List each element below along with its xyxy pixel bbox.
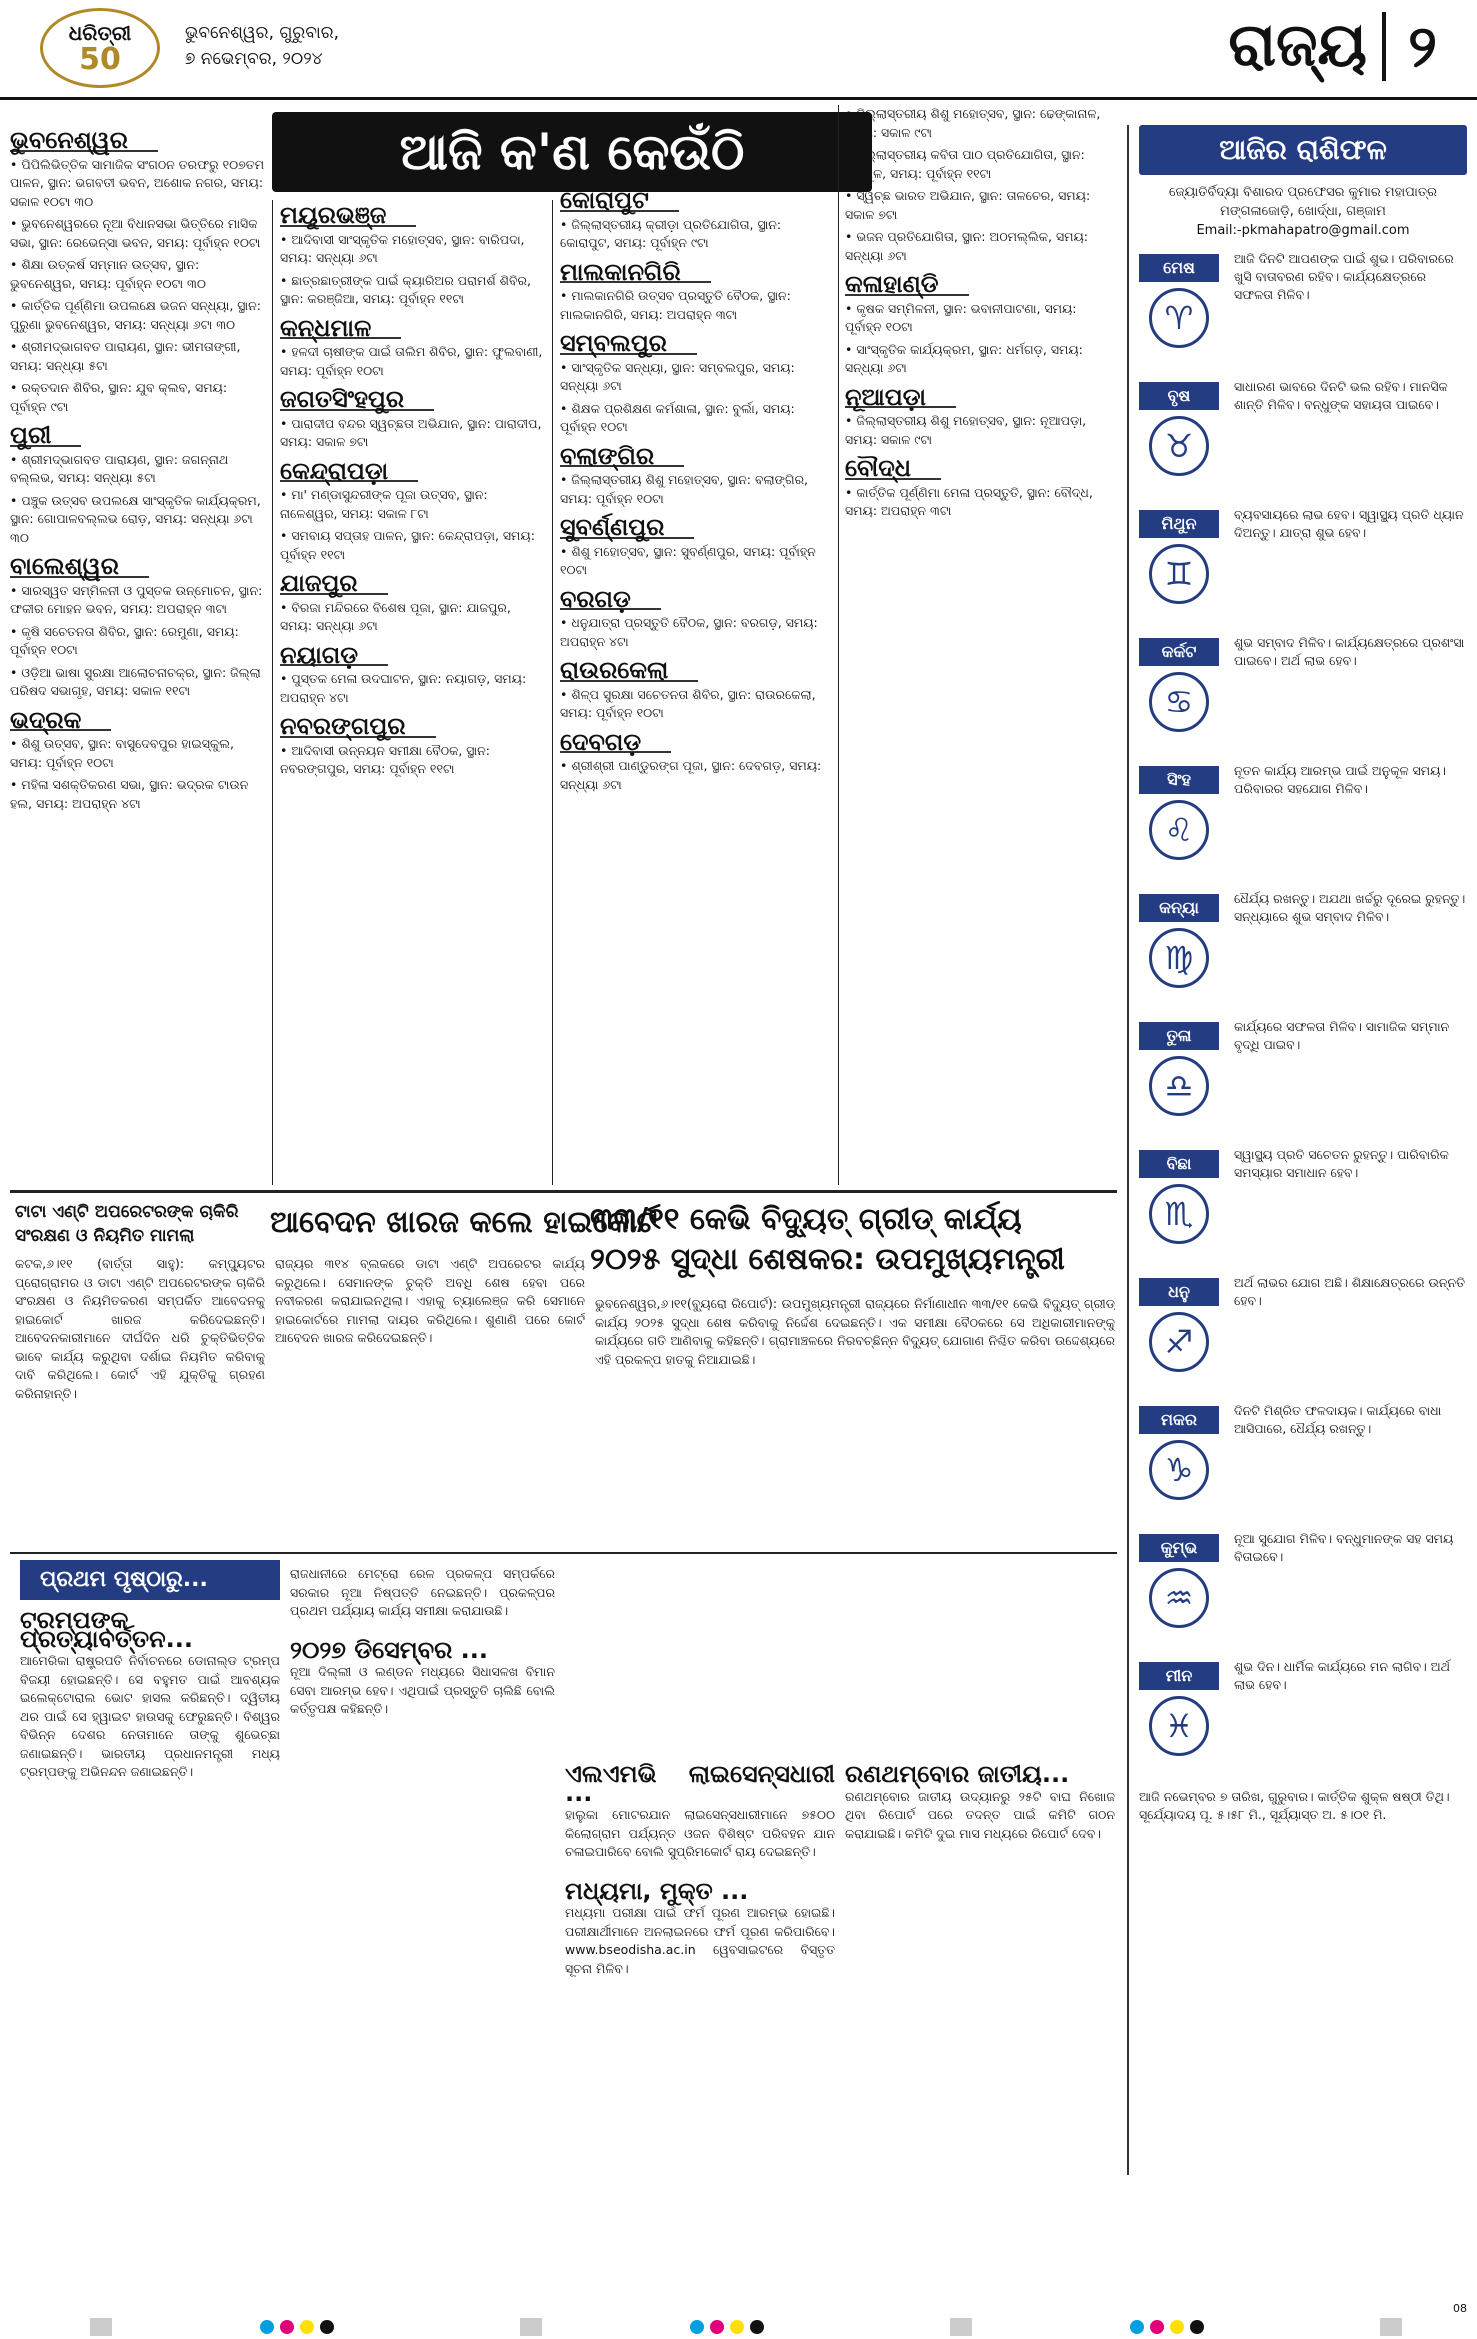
city-heading: ରାଉରକେଲା	[560, 661, 698, 682]
event-item: • ପାରାଦୀପ ବନ୍ଦର ସ୍ୱଚ୍ଛତା ଅଭିଯାନ, ସ୍ଥାନ: ପାରାଦୀପ, ସମୟ: ସକାଳ ୭ଟା	[280, 415, 545, 452]
rashi-name: ତୁଳା	[1139, 1022, 1219, 1050]
rashi-item	[1139, 762, 1467, 880]
event-item: • ଜିଲ୍ଲାସ୍ତରୀୟ କ୍ରୀଡ଼ା ପ୍ରତିଯୋଗିତା, ସ୍ଥାନ: କୋରାପୁଟ, ସମୟ: ପୂର୍ବାହ୍ନ ୯ଟା	[560, 216, 830, 253]
rashi-name: ବିଛା	[1139, 1150, 1219, 1178]
scorpio-icon: ♏	[1149, 1184, 1209, 1244]
tata-story-body: କଟକ,୬।୧୧ (ବାର୍ତ୍ତା ସାହୁ): କମ୍ପ୍ୟୁଟର ପ୍ରୋଗ୍ରାମର ଓ ଡାଟା ଏଣ୍ଟି ଅପରେଟରଙ୍କ ଚାକିରି ସଂରକ୍ଷଣ ଓ ନିୟମିତକରଣ ସମ୍ପର୍କିତ ଆବେଦନକୁ ହାଇକୋର୍ଟ ଖାରଜ କରିଦେଇଛନ୍ତି। ଆବେଦନକାରୀମାନେ ଦୀର୍ଘଦିନ ଧରି ଚୁକ୍ତିଭିତ୍ତିକ ଭାବେ କାର୍ଯ୍ୟ କରୁଥିବା ଦର୍ଶାଇ ନିୟମିତ କରିବାକୁ ଦାବି କରିଥିଲେ। କୋର୍ଟ ଏହି ଯୁକ୍ତିକୁ ଗ୍ରହଣ କରିନାହାନ୍ତି।	[15, 1256, 265, 1401]
pisces-icon: ♓	[1149, 1696, 1209, 1756]
rashi-text: ଅର୍ଥ ଲାଭର ଯୋଗ ଅଛି। ଶିକ୍ଷାକ୍ଷେତ୍ରରେ ଉନ୍ନତି ହେବ।	[1234, 1275, 1466, 1308]
gemini-icon: ♊	[1149, 544, 1209, 604]
rashi-text: ବ୍ୟବସାୟରେ ଲାଭ ହେବ। ସ୍ୱାସ୍ଥ୍ୟ ପ୍ରତି ଧ୍ୟାନ ଦିଅନ୍ତୁ। ଯାତ୍ରା ଶୁଭ ହେବ।	[1234, 507, 1464, 540]
section-divider	[10, 1552, 1117, 1554]
section-title: ରାଜ୍ୟ	[1228, 10, 1367, 80]
city-heading: ଦେବଗଡ଼	[560, 733, 671, 754]
registration-mark	[950, 2318, 972, 2336]
event-item: • ଶ୍ରୀଶ୍ରୀ ପାଣ୍ଡୁରଙ୍ଗ ପୂଜା, ସ୍ଥାନ: ଦେବଗଡ଼, ସମୟ: ସନ୍ଧ୍ୟା ୬ଟା	[560, 757, 830, 794]
event-item: • ସାରସ୍ୱତ ସମ୍ମିଳନୀ ଓ ପୁସ୍ତକ ଉନ୍ମୋଚନ, ସ୍ଥାନ: ଫକୀର ମୋହନ ଭବନ, ସମୟ: ଅପରାହ୍ନ ୩ଟା	[10, 582, 265, 619]
sagittarius-icon: ♐	[1149, 1312, 1209, 1372]
registration-mark	[1380, 2318, 1402, 2336]
events-column-3	[560, 185, 830, 1185]
event-item: • ବିରଜା ମନ୍ଦିରରେ ବିଶେଷ ପୂଜା, ସ୍ଥାନ: ଯାଜପୁର, ସମୟ: ସନ୍ଧ୍ୟା ୬ଟା	[280, 599, 545, 636]
trump-continuation: ରାଜଧାନୀରେ ମେଟ୍ରୋ ରେଳ ପ୍ରକଳ୍ପ ସମ୍ପର୍କରେ ସରକାର ନୂଆ ନିଷ୍ପତ୍ତି ନେଇଛନ୍ତି। ପ୍ରକଳ୍ପର ପ୍ରଥମ ପର୍ଯ୍ୟାୟ କାର୍ଯ୍ୟ ସମୀକ୍ଷା କରାଯାଉଛି। ୨୦୨୭ ଡିସେମ୍ବର ... ନୂଆ ଦିଲ୍ଲୀ ଓ ଲଣ୍ଡନ ମଧ୍ୟରେ ସିଧାସଳଖ ବିମାନ ସେବା ଆରମ୍ଭ ହେବ। ଏଥିପାଇଁ ପ୍ରସ୍ତୁତି ଚାଲିଛି ବୋଲି କର୍ତ୍ତୃପକ୍ଷ କହିଛନ୍ତି।	[290, 1566, 555, 1716]
rashi-name: ବୃଷ	[1139, 382, 1219, 410]
grid-story-body: ଭୁବନେଶ୍ୱର,୬।୧୧(ବ୍ୟୁରୋ ରିପୋର୍ଟ): ଉପମୁଖ୍ୟମନ୍ତ୍ରୀ ରାଜ୍ୟରେ ନିର୍ମାଣାଧୀନ ୩୩/୧୧ କେଭି ବିଦ୍ୟୁତ୍ ଗ୍ରୀଡ୍ କାର୍ଯ୍ୟ ୨୦୨୫ ସୁଦ୍ଧା ଶେଷ କରିବାକୁ ନିର୍ଦ୍ଦେଶ ଦେଇଛନ୍ତି। ଏକ ସମୀକ୍ଷା ବୈଠକରେ ସେ ଅଧିକାରୀମାନଙ୍କୁ କାର୍ଯ୍ୟରେ ଗତି ଆଣିବାକୁ କହିଛନ୍ତି। ଗ୍ରାମାଞ୍ଚଳରେ ନିରବଚ୍ଛିନ୍ନ ବିଦ୍ୟୁତ୍ ଯୋଗାଣ ନିଶ୍ଚିତ କରିବା ଉଦ୍ଦେଶ୍ୟରେ ଏହି ପ୍ରକଳ୍ପ ହାତକୁ ନିଆଯାଇଛି।	[595, 1296, 1115, 1367]
rashi-text: ସ୍ୱାସ୍ଥ୍ୟ ପ୍ରତି ସଚେତନ ରୁହନ୍ତୁ। ପାରିବାରିକ ସମସ୍ୟାର ସମାଧାନ ହେବ।	[1234, 1147, 1449, 1180]
event-item: • ଧନୁଯାତ୍ରା ପ୍ରସ୍ତୁତି ବୈଠକ, ସ୍ଥାନ: ବରଗଡ଼, ସମୟ: ଅପରାହ୍ନ ୪ଟା	[560, 614, 830, 651]
dateline: ଭୁବନେଶ୍ୱର, ଗୁରୁବାର, ୭ ନଭେମ୍ବର, ୨୦୨୪	[185, 23, 340, 69]
event-item: • ଶିଶୁ ମହୋତ୍ସବ, ସ୍ଥାନ: ସୁବର୍ଣ୍ଣପୁର, ସମୟ: ପୂର୍ବାହ୍ନ ୧୦ଟା	[560, 543, 830, 580]
event-item: • ପୁସ୍ତକ ମେଳା ଉଦଘାଟନ, ସ୍ଥାନ: ନୟାଗଡ଼, ସମୟ: ଅପରାହ୍ନ ୪ଟା	[280, 670, 545, 707]
city-heading: ଜଗତସିଂହପୁର	[280, 390, 434, 411]
rashi-name: କନ୍ୟା	[1139, 894, 1219, 922]
event-item: • ଶ୍ରୀମଦ୍ଭାଗବତ ପାରାୟଣ, ସ୍ଥାନ: ଭୀମତାଙ୍ଗୀ, ସମୟ: ସନ୍ଧ୍ୟା ୫ଟା	[10, 338, 265, 375]
city-heading: ବୌଦ୍ଧ	[845, 459, 941, 480]
ranathambore-story: ରଣଥମ୍ବୋର ଜାତୀୟ... ରଣଥମ୍ବୋର ଜାତୀୟ ଉଦ୍ୟାନରୁ ୨୫ଟି ବାଘ ନିଖୋଜ ଥିବା ରିପୋର୍ଟ ପରେ ତଦନ୍ତ ପାଇଁ କମିଟି ଗଠନ କରାଯାଇଛି। କମିଟି ଦୁଇ ମାସ ମଧ୍ୟରେ ରିପୋର୍ଟ ଦେବ।	[845, 1760, 1115, 1841]
rashi-item	[1139, 1018, 1467, 1136]
rashifal-title: ଆଜିର ରାଶିଫଳ	[1139, 125, 1467, 175]
rashi-name: ସିଂହ	[1139, 766, 1219, 794]
lmv-story: ଏଲଏମଭି ଲାଇସେନ୍ସଧାରୀ ... ହାଲୁକା ମୋଟରଯାନ ଲାଇସେନ୍ସଧାରୀମାନେ ୭୫୦୦ କିଲୋଗ୍ରାମ ପର୍ଯ୍ୟନ୍ତ ଓଜନ ବିଶିଷ୍ଟ ପରିବହନ ଯାନ ଚଳାଇପାରିବେ ବୋଲି ସୁପ୍ରିମକୋର୍ଟ ରାୟ ଦେଇଛନ୍ତି। ମଧ୍ୟମା, ମୁକ୍ତ ... ମଧ୍ୟମା ପରୀକ୍ଷା ପାଇଁ ଫର୍ମ ପୂରଣ ଆରମ୍ଭ ହୋଇଛି। ପରୀକ୍ଷାର୍ଥୀମାନେ ଅନଲାଇନରେ ଫର୍ମ ପୂରଣ କରିପାରିବେ। www.bseodisha.ac.in ୱେବସାଇଟରେ ବିସ୍ତୃତ ସୂଚନା ମିଳିବ।	[565, 1760, 835, 1976]
rashi-text: ଧୈର୍ଯ୍ୟ ରଖନ୍ତୁ। ଅଯଥା ଖର୍ଚ୍ଚରୁ ଦୂରେଇ ରୁହନ୍ତୁ। ସନ୍ଧ୍ୟାରେ ଶୁଭ ସମ୍ବାଦ ମିଳିବ।	[1234, 891, 1466, 924]
rashifal-column	[1127, 125, 1467, 2175]
rashi-item	[1139, 1274, 1467, 1392]
event-item: • ଓଡ଼ିଆ ଭାଷା ସୁରକ୍ଷା ଆଲୋଚନାଚକ୍ର, ସ୍ଥାନ: ଜିଲ୍ଲା ପରିଷଦ ସଭାଗୃହ, ସମୟ: ସକାଳ ୧୧ଟା	[10, 664, 265, 701]
city-heading: ନବରଙ୍ଗପୁର	[280, 717, 436, 738]
event-item: • କୃଷି ସଚେତନତା ଶିବିର, ସ୍ଥାନ: ରେମୁଣା, ସମୟ: ପୂର୍ବାହ୍ନ ୧୦ଟା	[10, 623, 265, 660]
rashi-item	[1139, 1146, 1467, 1264]
city-heading: କୋରାପୁଟ	[560, 191, 679, 212]
rashi-text: କାର୍ଯ୍ୟରେ ସଫଳତା ମିଳିବ। ସାମାଜିକ ସମ୍ମାନ ବୃଦ୍ଧି ପାଇବ।	[1234, 1019, 1450, 1052]
event-item: • ସାଂସ୍କୃତିକ କାର୍ଯ୍ୟକ୍ରମ, ସ୍ଥାନ: ଧର୍ମଗଡ଼, ସମୟ: ସନ୍ଧ୍ୟା ୬ଟା	[845, 341, 1115, 378]
rashi-text: ସାଧାରଣ ଭାବରେ ଦିନଟି ଭଲ ରହିବ। ମାନସିକ ଶାନ୍ତି ମିଳିବ। ବନ୍ଧୁଙ୍କ ସହାୟତା ପାଇବେ।	[1234, 379, 1448, 412]
capricorn-icon: ♑	[1149, 1440, 1209, 1500]
hc-headline: ଆବେଦନ ଖାରଜ କଲେ ହାଇକୋର୍ଟ	[270, 1205, 658, 1240]
event-item: • ଶିଳ୍ପ ସୁରକ୍ଷା ସଚେତନତା ଶିବିର, ସ୍ଥାନ: ରାଉରକେଲା, ସମୟ: ପୂର୍ବାହ୍ନ ୧୦ଟା	[560, 686, 830, 723]
event-item: • ଶିକ୍ଷା ଉତ୍କର୍ଷ ସମ୍ମାନ ଉତ୍ସବ, ସ୍ଥାନ: ଭୁବନେଶ୍ୱର, ସମୟ: ପୂର୍ବାହ୍ନ ୧୦ଟା ୩୦	[10, 256, 265, 293]
city-heading: ଭଦ୍ରକ	[10, 711, 111, 732]
event-item: • ସ୍ୱଚ୍ଛ ଭାରତ ଅଭିଯାନ, ସ୍ଥାନ: ତାଳଚେର, ସମୟ: ସକାଳ ୭ଟା	[845, 187, 1115, 224]
yellow-swatch	[300, 2320, 314, 2334]
newspaper-logo: ଧରିତ୍ରୀ 50	[40, 8, 160, 88]
aries-icon: ♈	[1149, 288, 1209, 348]
city-heading: ବାଲେଶ୍ୱର	[10, 557, 149, 578]
pratham-prushtharu-label: ପ୍ରଥମ ପୃଷ୍ଠାରୁ...	[20, 1560, 280, 1600]
event-item: • କାର୍ତ୍ତିକ ପୂର୍ଣ୍ଣିମା ମେଳା ପ୍ରସ୍ତୁତି, ସ୍ଥାନ: ବୌଦ୍ଧ, ସମୟ: ଅପରାହ୍ନ ୩ଟା	[845, 484, 1115, 521]
leo-icon: ♌	[1149, 800, 1209, 860]
city-heading: ନୟାଗଡ଼	[280, 646, 388, 667]
rashi-name: ମକର	[1139, 1406, 1219, 1434]
astrologer-credit: ଜ୍ୟୋତିର୍ବିଦ୍ୟା ବିଶାରଦ ପ୍ରଫେସର କୁମାର ମହାପାତ୍ର ମଙ୍ଗଳାଜୋଡ଼ି, ଖୋର୍ଦ୍ଧା, ଗଞ୍ଜାମ Email:-pkmahapatro@gmail.com	[1169, 185, 1437, 238]
panjika-footer: ଆଜି ନଭେମ୍ବର ୭ ତାରିଖ, ଗୁରୁବାର। କାର୍ତ୍ତିକ ଶୁକ୍ଳ ଷଷ୍ଠୀ ତିଥି। ସୂର୍ଯ୍ୟୋଦୟ ପୂ. ୫।୫୮ ମି., ସୂର୍ଯ୍ୟାସ୍ତ ଅ. ୫।୦୧ ମି.	[1139, 1789, 1450, 1822]
events-column-2	[280, 200, 545, 1185]
rashi-text: ନୂଆ ସୁଯୋଗ ମିଳିବ। ବନ୍ଧୁମାନଙ୍କ ସହ ସମୟ ବିତାଇବେ।	[1234, 1531, 1454, 1564]
magenta-swatch	[1150, 2320, 1164, 2334]
event-item: • ଶ୍ରୀମଦ୍ଭାଗବତ ପାରାୟଣ, ସ୍ଥାନ: ଜଗନ୍ନାଥ ବଲ୍ଲଭ, ସମୟ: ସନ୍ଧ୍ୟା ୫ଟା	[10, 451, 265, 488]
aquarius-icon: ♒	[1149, 1568, 1209, 1628]
black-swatch	[320, 2320, 334, 2334]
event-item: • ଜିଲ୍ଲାସ୍ତରୀୟ କବିତା ପାଠ ପ୍ରତିଯୋଗିତା, ସ୍ଥାନ: ଅନୁଗୁଳ, ସମୟ: ପୂର୍ବାହ୍ନ ୧୧ଟା	[845, 146, 1115, 183]
event-item: • କାର୍ତ୍ତିକ ପୂର୍ଣ୍ଣିମା ଉପଲକ୍ଷେ ଭଜନ ସନ୍ଧ୍ୟା, ସ୍ଥାନ: ପୁରୁଣା ଭୁବନେଶ୍ୱର, ସମୟ: ସନ୍ଧ୍ୟା ୬ଟା ୩୦	[10, 297, 265, 334]
rashi-item	[1139, 1402, 1467, 1520]
print-registration-bar	[0, 2302, 1477, 2339]
city-heading: ଯାଜପୁର	[280, 574, 388, 595]
city-heading: ମାଲକାନଗିରି	[560, 263, 711, 284]
masthead	[0, 0, 1477, 100]
rashi-name: ଧନୁ	[1139, 1278, 1219, 1306]
city-heading: ନୂଆପଡ଼ା	[845, 388, 956, 409]
event-item: • ଜିଲ୍ଲାସ୍ତରୀୟ ଶିଶୁ ମହୋତ୍ସବ, ସ୍ଥାନ: ବଲାଙ୍ଗିର, ସମୟ: ପୂର୍ବାହ୍ନ ୧୦ଟା	[560, 471, 830, 508]
event-item: • ମହିଳା ସଶକ୍ତିକରଣ ସଭା, ସ୍ଥାନ: ଭଦ୍ରକ ଟାଉନ ହଲ, ସମୟ: ଅପରାହ୍ନ ୪ଟା	[10, 776, 265, 813]
magenta-swatch	[710, 2320, 724, 2334]
rashi-list	[1139, 250, 1467, 1776]
rashi-name: କୁମ୍ଭ	[1139, 1534, 1219, 1562]
rashi-item	[1139, 506, 1467, 624]
rashi-name: ମିଥୁନ	[1139, 510, 1219, 538]
event-item: • ଭଜନ ପ୍ରତିଯୋଗିତା, ସ୍ଥାନ: ଅଠମଲ୍ଲିକ, ସମୟ: ସନ୍ଧ୍ୟା ୬ଟା	[845, 228, 1115, 265]
event-item: • ଜିଲ୍ଲାସ୍ତରୀୟ ଶିଶୁ ମହୋତ୍ସବ, ସ୍ଥାନ: ନୂଆପଡ଼ା, ସମୟ: ସକାଳ ୯ଟା	[845, 412, 1115, 449]
grid-headline: ୩୩/୧୧ କେଭି ବିଦ୍ୟୁତ୍ ଗ୍ରୀଡ୍ କାର୍ଯ୍ୟ ୨୦୨୫ ସୁଦ୍ଧା ଶେଷକର: ଉପମୁଖ୍ୟମନ୍ତ୍ରୀ	[590, 1202, 1065, 1277]
event-item: • ଭୁବନେଶ୍ୱରରେ ନୂଆ ବିଧାନସଭା ଭିତ୍ତିରେ ମାସିକ ସଭା, ସ୍ଥାନ: ରେଭେନ୍ସା ଭବନ, ସମୟ: ପୂର୍ବାହ୍ନ ୧୦ଟା	[10, 215, 265, 252]
magenta-swatch	[280, 2320, 294, 2334]
city-heading: ଭୁବନେଶ୍ୱର	[10, 131, 158, 152]
tata-headline: ଟାଟା ଏଣ୍ଟି ଅପରେଟରଙ୍କ ଚାକିରି ସଂରକ୍ଷଣ ଓ ନିୟମିତ ମାମଲା	[15, 1202, 239, 1246]
city-heading: କଳାହାଣ୍ଡି	[845, 275, 969, 296]
virgo-icon: ♍	[1149, 928, 1209, 988]
events-banner: ଆଜି କ'ଣ କେଉଁଠି	[272, 112, 872, 192]
section-divider	[10, 1190, 1117, 1193]
taurus-icon: ♉	[1149, 416, 1209, 476]
rashi-item	[1139, 1530, 1467, 1648]
rashi-name: କର୍କଟ	[1139, 638, 1219, 666]
rashi-item	[1139, 1658, 1467, 1776]
city-heading: କେନ୍ଦ୍ରାପଡ଼ା	[280, 462, 418, 483]
registration-mark	[520, 2318, 542, 2336]
hc-story-body: ରାଜ୍ୟର ୩୧୪ ବ୍ଲକରେ ଡାଟା ଏଣ୍ଟି ଅପରେଟର କାର୍ଯ୍ୟ କରୁଥିଲେ। ସେମାନଙ୍କ ଚୁକ୍ତି ଅବଧି ଶେଷ ହେବା ପରେ ନବୀକରଣ କରାଯାଇନଥିଲା। ଏହାକୁ ଚ୍ୟାଲେଞ୍ଜ କରି ସେମାନେ ହାଇକୋର୍ଟରେ ମାମଲା ଦାୟର କରିଥିଲେ। ଶୁଣାଣି ପରେ କୋର୍ଟ ଆବେଦନ ଖାରଜ କରିଦେଇଛନ୍ତି।	[275, 1256, 585, 1345]
rashi-text: ଦିନଟି ମିଶ୍ରିତ ଫଳଦାୟକ। କାର୍ଯ୍ୟରେ ବାଧା ଆସିପାରେ, ଧୈର୍ଯ୍ୟ ରଖନ୍ତୁ।	[1234, 1403, 1442, 1436]
column-divider	[552, 200, 553, 1185]
cyan-swatch	[690, 2320, 704, 2334]
events-column-4	[845, 105, 1115, 1185]
events-column-1	[10, 125, 265, 1185]
yellow-swatch	[1170, 2320, 1184, 2334]
rashi-item	[1139, 634, 1467, 752]
rashi-item	[1139, 890, 1467, 1008]
event-item: • ସମବାୟ ସପ୍ତାହ ପାଳନ, ସ୍ଥାନ: କେନ୍ଦ୍ରାପଡ଼ା, ସମୟ: ପୂର୍ବାହ୍ନ ୧୧ଟା	[280, 527, 545, 564]
city-heading: ସୁବର୍ଣ୍ଣପୁର	[560, 518, 694, 539]
rashi-name: ମେଷ	[1139, 254, 1219, 282]
event-item: • ଶିଶୁ ଉତ୍ସବ, ସ୍ଥାନ: ବାସୁଦେବପୁର ହାଇସ୍କୁଲ, ସମୟ: ପୂର୍ବାହ୍ନ ୧୦ଟା	[10, 735, 265, 772]
city-heading: କନ୍ଧମାଳ	[280, 319, 401, 340]
cancer-icon: ♋	[1149, 672, 1209, 732]
rashi-name: ମୀନ	[1139, 1662, 1219, 1690]
event-item: • ହଳଦୀ ଚାଷୀଙ୍କ ପାଇଁ ତାଲିମ ଶିବିର, ସ୍ଥାନ: ଫୁଲବାଣୀ, ସମୟ: ପୂର୍ବାହ୍ନ ୧୦ଟା	[280, 343, 545, 380]
rashi-item	[1139, 250, 1467, 368]
event-item: • ଛାତ୍ରଛାତ୍ରୀଙ୍କ ପାଇଁ କ୍ୟାରିଅର ପରାମର୍ଶ ଶିବିର, ସ୍ଥାନ: କରଞ୍ଜିଆ, ସମୟ: ପୂର୍ବାହ୍ନ ୧୧ଟା	[280, 272, 545, 309]
event-item: • ମାଲକାନଗିରି ଉତ୍ସବ ପ୍ରସ୍ତୁତି ବୈଠକ, ସ୍ଥାନ: ମାଲକାନଗିରି, ସମୟ: ଅପରାହ୍ନ ୩ଟା	[560, 287, 830, 324]
event-item: • ଜିଲ୍ଲାସ୍ତରୀୟ ଶିଶୁ ମହୋତ୍ସବ, ସ୍ଥାନ: ଢେଙ୍କାନାଳ, ସମୟ: ସକାଳ ୯ଟା	[845, 105, 1115, 142]
event-item: • ସାଂସ୍କୃତିକ ସନ୍ଧ୍ୟା, ସ୍ଥାନ: ସମ୍ବଲପୁର, ସମୟ: ସନ୍ଧ୍ୟା ୬ଟା	[560, 359, 830, 396]
event-item: • ଆଦିବାସୀ ଉନ୍ନୟନ ସମୀକ୍ଷା ବୈଠକ, ସ୍ଥାନ: ନବରଙ୍ଗପୁର, ସମୟ: ପୂର୍ବାହ୍ନ ୧୧ଟା	[280, 742, 545, 779]
cyan-swatch	[260, 2320, 274, 2334]
city-heading: ପୁରୀ	[10, 426, 81, 447]
column-divider	[272, 200, 273, 1185]
event-item: • ଶିକ୍ଷକ ପ୍ରଶିକ୍ଷଣ କର୍ମଶାଳା, ସ୍ଥାନ: ବୁର୍ଲା, ସମୟ: ପୂର୍ବାହ୍ନ ୧୦ଟା	[560, 400, 830, 437]
event-item: • ଆଦିବାସୀ ସାଂସ୍କୃତିକ ମହୋତ୍ସବ, ସ୍ଥାନ: ବାରିପଦା, ସମୟ: ସନ୍ଧ୍ୟା ୬ଟା	[280, 231, 545, 268]
page-code: 08	[1453, 2302, 1467, 2315]
city-heading: ମୟୂରଭଞ୍ଜ	[280, 206, 416, 227]
black-swatch	[750, 2320, 764, 2334]
event-item: • ରକ୍ତଦାନ ଶିବିର, ସ୍ଥାନ: ଯୁବ କ୍ଲବ, ସମୟ: ପୂର୍ବାହ୍ନ ୯ଟା	[10, 379, 265, 416]
event-item: • କୃଷକ ସମ୍ମିଳନୀ, ସ୍ଥାନ: ଭବାନୀପାଟଣା, ସମୟ: ପୂର୍ବାହ୍ନ ୧୦ଟା	[845, 300, 1115, 337]
rashi-text: ନୂତନ କାର୍ଯ୍ୟ ଆରମ୍ଭ ପାଇଁ ଅନୁକୂଳ ସମୟ। ପରିବାରର ସହଯୋଗ ମିଳିବ।	[1234, 763, 1447, 796]
city-heading: ବଲାଙ୍ଗିର	[560, 447, 684, 468]
black-swatch	[1190, 2320, 1204, 2334]
event-item: • ପିପିଲିଭିତ୍ତିକ ସାମାଜିକ ସଂଗଠନ ତରଫରୁ ୧୦୭ତମ ପାଳନ, ସ୍ଥାନ: ଭଗବତୀ ଭବନ, ଅଶୋକ ନଗର, ସମୟ: ସକାଳ ୧୦ଟା ୩୦	[10, 156, 265, 212]
rashi-text: ଶୁଭ ସମ୍ବାଦ ମିଳିବ। କାର୍ଯ୍ୟକ୍ଷେତ୍ରରେ ପ୍ରଶଂସା ପାଇବେ। ଅର୍ଥ ଲାଭ ହେବ।	[1234, 635, 1465, 668]
cyan-swatch	[1130, 2320, 1144, 2334]
rashi-text: ଆଜି ଦିନଟି ଆପଣଙ୍କ ପାଇଁ ଶୁଭ। ପରିବାରରେ ଖୁସି ବାତାବରଣ ରହିବ। କାର୍ଯ୍ୟକ୍ଷେତ୍ରରେ ସଫଳତା ମିଳିବ।	[1234, 251, 1454, 302]
rashi-text: ଶୁଭ ଦିନ। ଧାର୍ମିକ କାର୍ଯ୍ୟରେ ମନ ଲାଗିବ। ଅର୍ଥ ଲାଭ ହେବ।	[1234, 1659, 1450, 1692]
trump-story: ଟ୍ରମ୍ପଙ୍କ ପ୍ରତ୍ୟାବର୍ତ୍ତନ... ଆମେରିକା ରାଷ୍ଟ୍ରପତି ନିର୍ବାଚନରେ ଡୋନାଲ୍ଡ ଟ୍ରମ୍ପ ବିଜୟୀ ହୋଇଛନ୍ତି। ସେ ବହୁମତ ପାଇଁ ଆବଶ୍ୟକ ଇଲେକ୍ଟୋରାଲ ଭୋଟ ହାସଲ କରିଛନ୍ତି। ଦ୍ୱିତୀୟ ଥର ପାଇଁ ସେ ହ୍ୱାଇଟ ହାଉସକୁ ଫେରୁଛନ୍ତି। ବିଶ୍ୱର ବିଭିନ୍ନ ଦେଶର ନେତାମାନେ ତାଙ୍କୁ ଶୁଭେଚ୍ଛା ଜଣାଇଛନ୍ତି। ଭାରତୀୟ ପ୍ରଧାନମନ୍ତ୍ରୀ ମଧ୍ୟ ଟ୍ରମ୍ପଙ୍କୁ ଅଭିନନ୍ଦନ ଜଣାଇଛନ୍ତି।	[20, 1606, 280, 1779]
city-heading: ବରଗଡ଼	[560, 590, 661, 611]
column-divider	[838, 105, 839, 1185]
page-number: ୨	[1382, 12, 1437, 81]
libra-icon: ♎	[1149, 1056, 1209, 1116]
city-heading: ସମ୍ବଲପୁର	[560, 334, 697, 355]
yellow-swatch	[730, 2320, 744, 2334]
registration-mark	[90, 2318, 112, 2336]
rashi-item	[1139, 378, 1467, 496]
event-item: • ପଞ୍ଚୁକ ଉତ୍ସବ ଉପଲକ୍ଷେ ସାଂସ୍କୃତିକ କାର୍ଯ୍ୟକ୍ରମ, ସ୍ଥାନ: ଗୋପାଳବଲ୍ଲଭ ରୋଡ଼, ସମୟ: ସନ୍ଧ୍ୟା ୬ଟା ୩୦	[10, 492, 265, 548]
event-item: • ମା' ମଣ୍ଡାସୁନ୍ଦରୀଙ୍କ ପୂଜା ଉତ୍ସବ, ସ୍ଥାନ: ନାଳେଶ୍ୱର, ସମୟ: ସକାଳ ୮ଟା	[280, 486, 545, 523]
